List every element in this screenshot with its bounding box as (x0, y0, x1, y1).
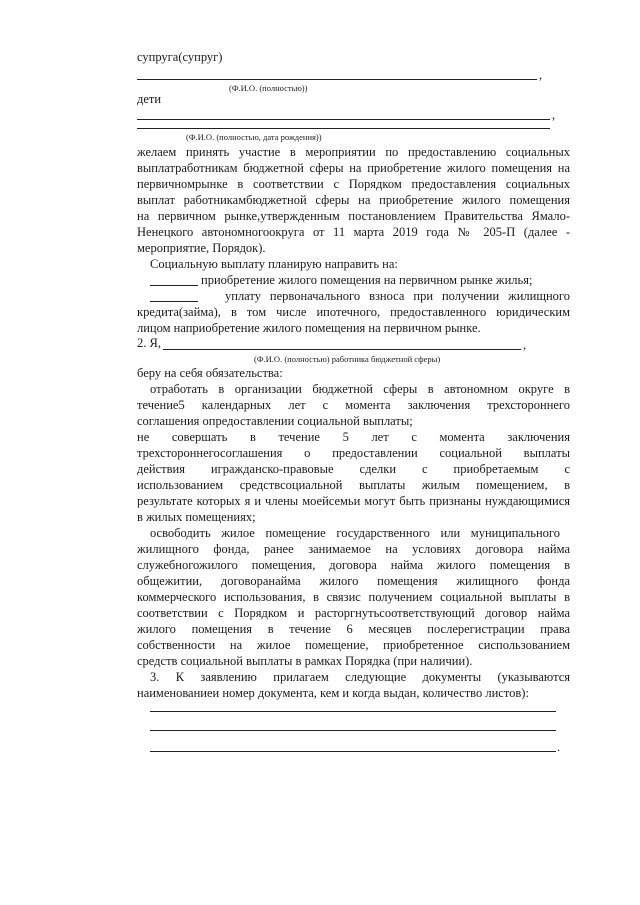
ob3-line-1: освободить жилое помещение государственного или муниципального (150, 526, 560, 540)
ob3-line-2: жилищного фонда, ранее занимаемое на условиях договора найма (137, 542, 570, 556)
ob2-line-1: не совершать в течение 5 лет с момента заключения (137, 430, 570, 444)
plan-label: Социальную выплату планирую направить на: (150, 257, 398, 271)
fio-worker-caption: (Ф.И.О. (полностью) работника бюджетной сферы) (254, 354, 441, 364)
children-label: дети (137, 92, 162, 106)
ob3-line-4: общежитии, договоранайма жилого помещения жилищного фонда (137, 574, 570, 588)
children-fill-line-2 (137, 128, 550, 129)
intro-line-6: Ненецкого автономногоокруга от 11 марта 2019 года № 205-П (далее - (137, 225, 570, 239)
intro-line-2: выплатработникам бюджетной сферы на приобретение жилого помещения на (137, 161, 570, 175)
ob2-line-3: действия игражданско-правовые сделки с приобретаемым с (137, 462, 570, 476)
intro-line-4: выплат работникамбюджетной сферы на приобретение жилого помещения (137, 193, 570, 207)
ob1-line-2: течение5 календарных лет с момента заключения трехстороннего (137, 398, 570, 412)
option1-text: приобретение жилого помещения на первичном рынке жилья; (201, 273, 533, 287)
intro-line-1: желаем принять участие в мероприятии по предоставлению социальных (137, 145, 570, 159)
ob1-line-3: соглашения опредоставлении социальной выплаты; (137, 414, 413, 428)
option2-line-1: уплату первоначального взноса при получении жилищного (225, 289, 570, 303)
item3-line-1: 3. К заявлению прилагаем следующие документы (указываются (150, 670, 570, 684)
ob3-line-9: средств социальной выплаты в рамках Порядка (при наличии). (137, 654, 473, 668)
ob2-line-6: в жилых помещениях; (137, 510, 256, 524)
spouse-line-comma: , (539, 68, 543, 82)
ob3-line-3: служебногожилого помещения, договора найма жилого помещения в (137, 558, 570, 572)
option2-blank-line (150, 301, 198, 302)
item2-label: 2. Я, (137, 336, 161, 350)
documents-end-dot: . (557, 740, 561, 754)
item3-line-2: наименованиеи номер документа, кем и когда выдан, количество листов): (137, 686, 529, 700)
ob3-line-8: собственности на жилое помещение, приобретенное сиспользованием (137, 638, 570, 652)
spouse-fill-line (137, 79, 537, 80)
documents-fill-line-1 (150, 711, 556, 712)
intro-line-5: на первичном рынке,утвержденным постановлением Правительства Ямало- (137, 209, 570, 223)
documents-fill-line-3 (150, 751, 556, 752)
option1-blank-line (150, 285, 198, 286)
worker-fio-fill-line (163, 349, 521, 350)
fio-birth-caption: (Ф.И.О. (полностью, дата рождения)) (186, 132, 322, 142)
worker-line-comma: , (523, 338, 527, 352)
children-line-comma: , (552, 108, 556, 122)
spouse-label: супруга(супруг) (137, 50, 223, 64)
documents-fill-line-2 (150, 730, 556, 731)
ob2-line-4: использованием средствсоциальной выплаты жилым помещением, в (137, 478, 570, 492)
ob1-line-1: отработать в организации бюджетной сферы в автономном округе в (150, 382, 570, 396)
obligation-label: беру на себя обязательства: (137, 366, 283, 380)
ob2-line-2: трехстороннегосоглашения о предоставлении социальной выплаты (137, 446, 570, 460)
intro-line-7: мероприятие, Порядок). (137, 241, 266, 255)
ob3-line-5: коммерческого использования, в связис получением социальной выплаты в (137, 590, 570, 604)
option2-line-2: кредита(займа), в том числе ипотечного, предоставленного юридическим (137, 305, 570, 319)
intro-line-3: первичномрынке в соответствии с Порядком предоставления социальных (137, 177, 570, 191)
ob3-line-7: жилого помещения в течение 6 месяцев послерегистрации права (137, 622, 570, 636)
children-fill-line-1 (137, 119, 550, 120)
option2-line-3: лицом наприобретение жилого помещения на первичном рынке. (137, 321, 481, 335)
ob2-line-5: результате которых я и члены моейсемьи могут быть признаны нуждающимися (137, 494, 570, 508)
fio-full-caption: (Ф.И.О. (полностью)) (229, 83, 308, 93)
ob3-line-6: соответствии с Порядком и расторгнутьсоответствующий договор найма (137, 606, 570, 620)
